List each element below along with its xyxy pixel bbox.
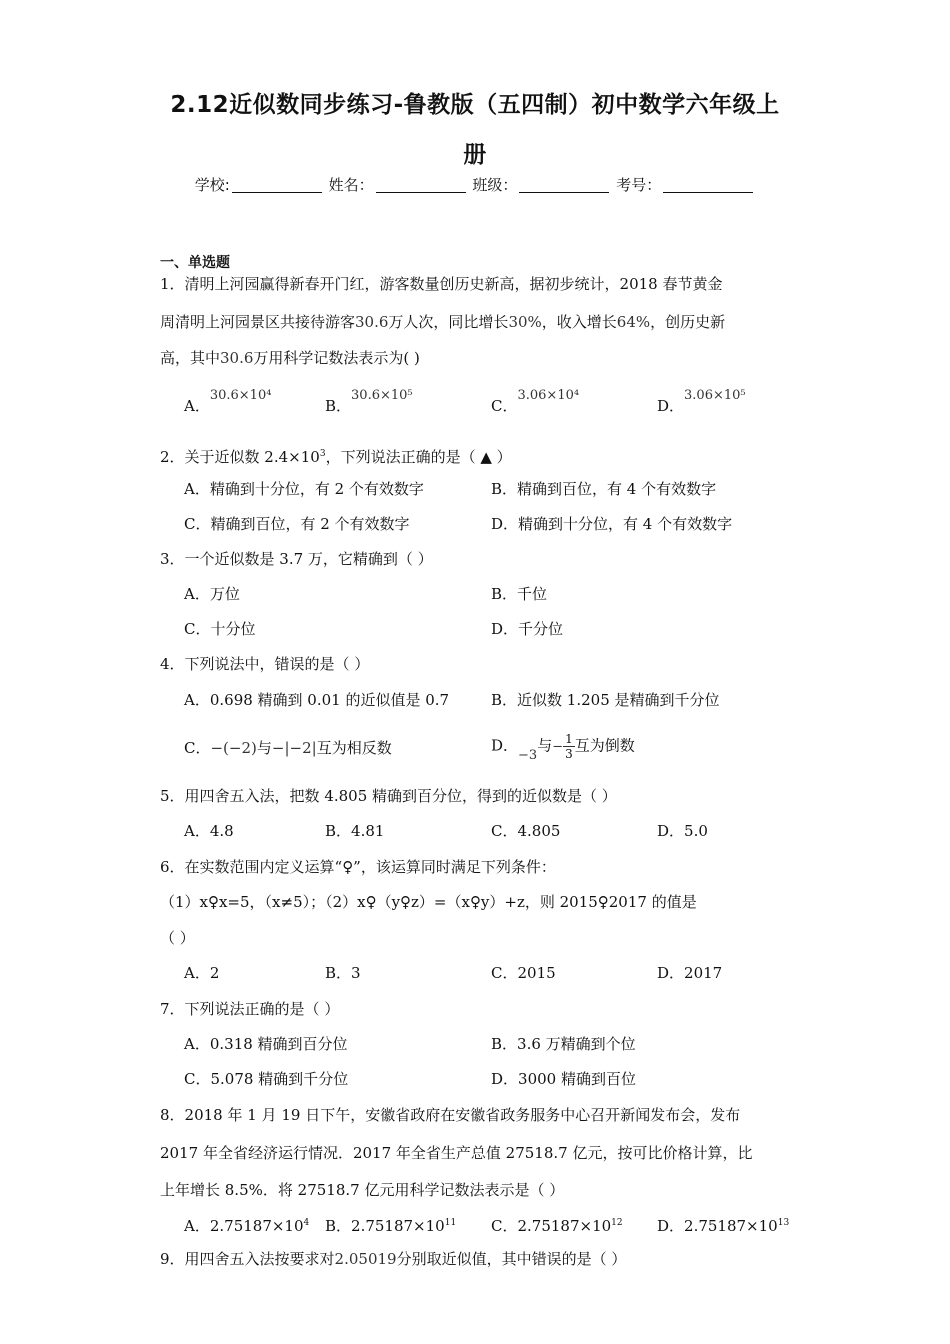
class-blank[interactable] — [519, 178, 609, 193]
q8-option-c[interactable] — [491, 1213, 623, 1236]
fraction-denominator: 3 — [565, 747, 573, 761]
option-text: 与 — [256, 739, 272, 757]
option-label: D． — [657, 397, 685, 415]
option-math: −|−2| — [271, 739, 317, 757]
q7-option-b[interactable]: B．3.6 万精确到个位 — [491, 1035, 636, 1053]
option-exponent: 4 — [303, 1218, 310, 1228]
q2-stem — [160, 444, 512, 467]
option-text: D．2.75187×10 — [657, 1217, 778, 1235]
q1-text: 高，其中 — [160, 349, 221, 367]
q7-option-c[interactable]: C．5.078 精确到千分位 — [184, 1070, 349, 1088]
q3-option-c[interactable]: C．十分位 — [184, 620, 256, 638]
q7-stem: 7．下列说法正确的是（ ） — [160, 1000, 340, 1018]
school-label: 学校: — [194, 176, 230, 194]
q5-option-b[interactable]: B．4.81 — [325, 822, 385, 840]
option-text: C．2.75187×10 — [491, 1217, 612, 1235]
q1-math: 30.6 — [355, 313, 389, 331]
q9-stem — [160, 1249, 626, 1269]
q3-option-b[interactable]: B．千位 — [491, 585, 548, 603]
option-label: A． — [184, 397, 210, 415]
option-text: A．2.75187×10 — [184, 1217, 304, 1235]
q1-line-2 — [160, 312, 725, 332]
q6-option-c[interactable]: C．2015 — [491, 964, 556, 982]
q8-option-b[interactable] — [325, 1213, 456, 1236]
q1-math: 64% — [616, 313, 651, 331]
q1-option-c[interactable] — [491, 388, 580, 418]
option-math: −(−2) — [210, 739, 257, 757]
option-exponent: 13 — [777, 1218, 790, 1228]
q6-option-b[interactable]: B．3 — [325, 964, 361, 982]
q1-option-d[interactable] — [657, 388, 746, 418]
student-info-row — [0, 174, 950, 195]
page-title-line-1: 2.12近似数同步练习-鲁教版（五四制）初中数学六年级上 — [170, 92, 780, 118]
q1-text: ，创历史新 — [650, 313, 726, 331]
q2-option-b[interactable]: B．精确到百位，有 4 个有效数字 — [491, 480, 717, 498]
q2-option-c[interactable]: C．精确到百位，有 2 个有效数字 — [184, 515, 410, 533]
q5-option-a[interactable]: A．4.8 — [184, 822, 234, 840]
q1-line-3 — [160, 348, 420, 368]
q4-option-b[interactable]: B．近似数 1.205 是精确到千分位 — [491, 691, 720, 709]
q5-option-d[interactable]: D．5.0 — [657, 822, 708, 840]
name-blank[interactable] — [376, 178, 466, 193]
option-text: 与 — [537, 736, 553, 755]
option-math: 3.06×10⁴ — [517, 388, 580, 403]
q1-text: 万用科学记数法表示为( ) — [253, 349, 420, 367]
fraction — [563, 732, 575, 761]
q1-text: 周清明上河园景区共接待游客 — [160, 313, 356, 331]
q7-option-d[interactable]: D．3000 精确到百位 — [491, 1070, 636, 1088]
q2-exponent: 3 — [319, 449, 326, 459]
q8-option-d[interactable] — [657, 1213, 789, 1236]
q4-option-a[interactable]: A．0.698 精确到 0.01 的近似值是 0.7 — [184, 691, 450, 709]
option-text: 互为倒数 — [574, 736, 635, 755]
q6-option-d[interactable]: D．2017 — [657, 964, 723, 982]
q1-line-1: 1．清明上河园赢得新春开门红，游客数量创历史新高，据初步统计，2018 春节黄金 — [160, 275, 723, 293]
option-label: C． — [184, 739, 211, 757]
name-label: 姓名： — [328, 176, 374, 194]
q1-option-b[interactable] — [325, 388, 413, 418]
q3-option-d[interactable]: D．千分位 — [491, 620, 564, 638]
q8-line-3: 上年增长 8.5%．将 27518.7 亿元用科学记数法表示是（ ） — [160, 1181, 565, 1199]
option-text: 互为相反数 — [316, 739, 392, 757]
q1-math: 30% — [508, 313, 542, 331]
q8-line-2: 2017 年全省经济运行情况．2017 年全省生产总值 27518.7 亿元，按可比价格计算，比 — [160, 1144, 753, 1162]
option-math: 30.6×10⁵ — [351, 388, 413, 403]
q3-option-a[interactable]: A．万位 — [184, 585, 240, 603]
q1-text: 万人次，同比增长 — [388, 313, 509, 331]
q9-math: 2.05019 — [334, 1250, 397, 1268]
q4-stem: 4．下列说法中，错误的是（ ） — [160, 655, 370, 673]
page-title-line-2: 册 — [463, 142, 487, 168]
fraction-numerator: 1 — [565, 732, 573, 746]
option-math: −3 — [518, 747, 538, 763]
q1-text: ，收入增长 — [541, 313, 617, 331]
class-label: 班级： — [472, 176, 518, 194]
q8-option-a[interactable] — [184, 1213, 309, 1236]
section-heading: 一、单选题 — [160, 255, 230, 271]
q3-stem: 3．一个近似数是 3.7 万，它精确到（ ） — [160, 550, 433, 568]
q2-option-d[interactable]: D．精确到十分位，有 4 个有效数字 — [491, 515, 733, 533]
option-math: 30.6×10⁴ — [209, 388, 272, 403]
q1-option-a[interactable] — [184, 388, 272, 418]
q2-option-a[interactable]: A．精确到十分位，有 2 个有效数字 — [184, 480, 424, 498]
q6-line-1: 6．在实数范围内定义运算“♀”，该运算同时满足下列条件： — [160, 858, 556, 876]
q5-stem: 5．用四舍五入法，把数 4.805 精确到百分位，得到的近似数是（ ） — [160, 787, 617, 805]
q2-text: 2．关于近似数 2.4×10 — [160, 448, 320, 466]
q1-math: 30.6 — [220, 349, 254, 367]
option-exponent: 12 — [611, 1218, 623, 1228]
exam-no-label: 考号： — [616, 176, 662, 194]
q5-option-c[interactable]: C．4.805 — [491, 822, 561, 840]
q4-option-d[interactable] — [491, 732, 635, 761]
q6-line-3: （ ） — [160, 929, 195, 947]
q4-option-c[interactable] — [184, 738, 392, 758]
q6-option-a[interactable]: A．2 — [184, 964, 220, 982]
option-label: B． — [325, 397, 352, 415]
option-math: 3.06×10⁵ — [684, 388, 746, 403]
q9-text: 9．用四舍五入法按要求对 — [160, 1250, 335, 1268]
q6-line-2: （1）x♀x=5，（x≠5）；（2）x♀（y♀z）=（x♀y）+z，则 2015♀2017 的值是 — [160, 893, 697, 911]
q2-text: ，下列说法正确的是（ ▲ ） — [325, 448, 512, 466]
exam-no-blank[interactable] — [663, 178, 753, 193]
q9-text: 分别取近似值，其中错误的是（ ） — [396, 1250, 627, 1268]
option-label: D． — [491, 736, 519, 755]
q7-option-a[interactable]: A．0.318 精确到百分位 — [184, 1035, 348, 1053]
option-math: − — [552, 739, 564, 755]
q8-line-1: 8．2018 年 1 月 19 日下午，安徽省政府在安徽省政务服务中心召开新闻发布会，发布 — [160, 1106, 741, 1124]
option-label: C． — [491, 397, 518, 415]
school-blank[interactable] — [232, 178, 322, 193]
option-exponent: 11 — [444, 1218, 457, 1228]
option-text: B．2.75187×10 — [325, 1217, 445, 1235]
